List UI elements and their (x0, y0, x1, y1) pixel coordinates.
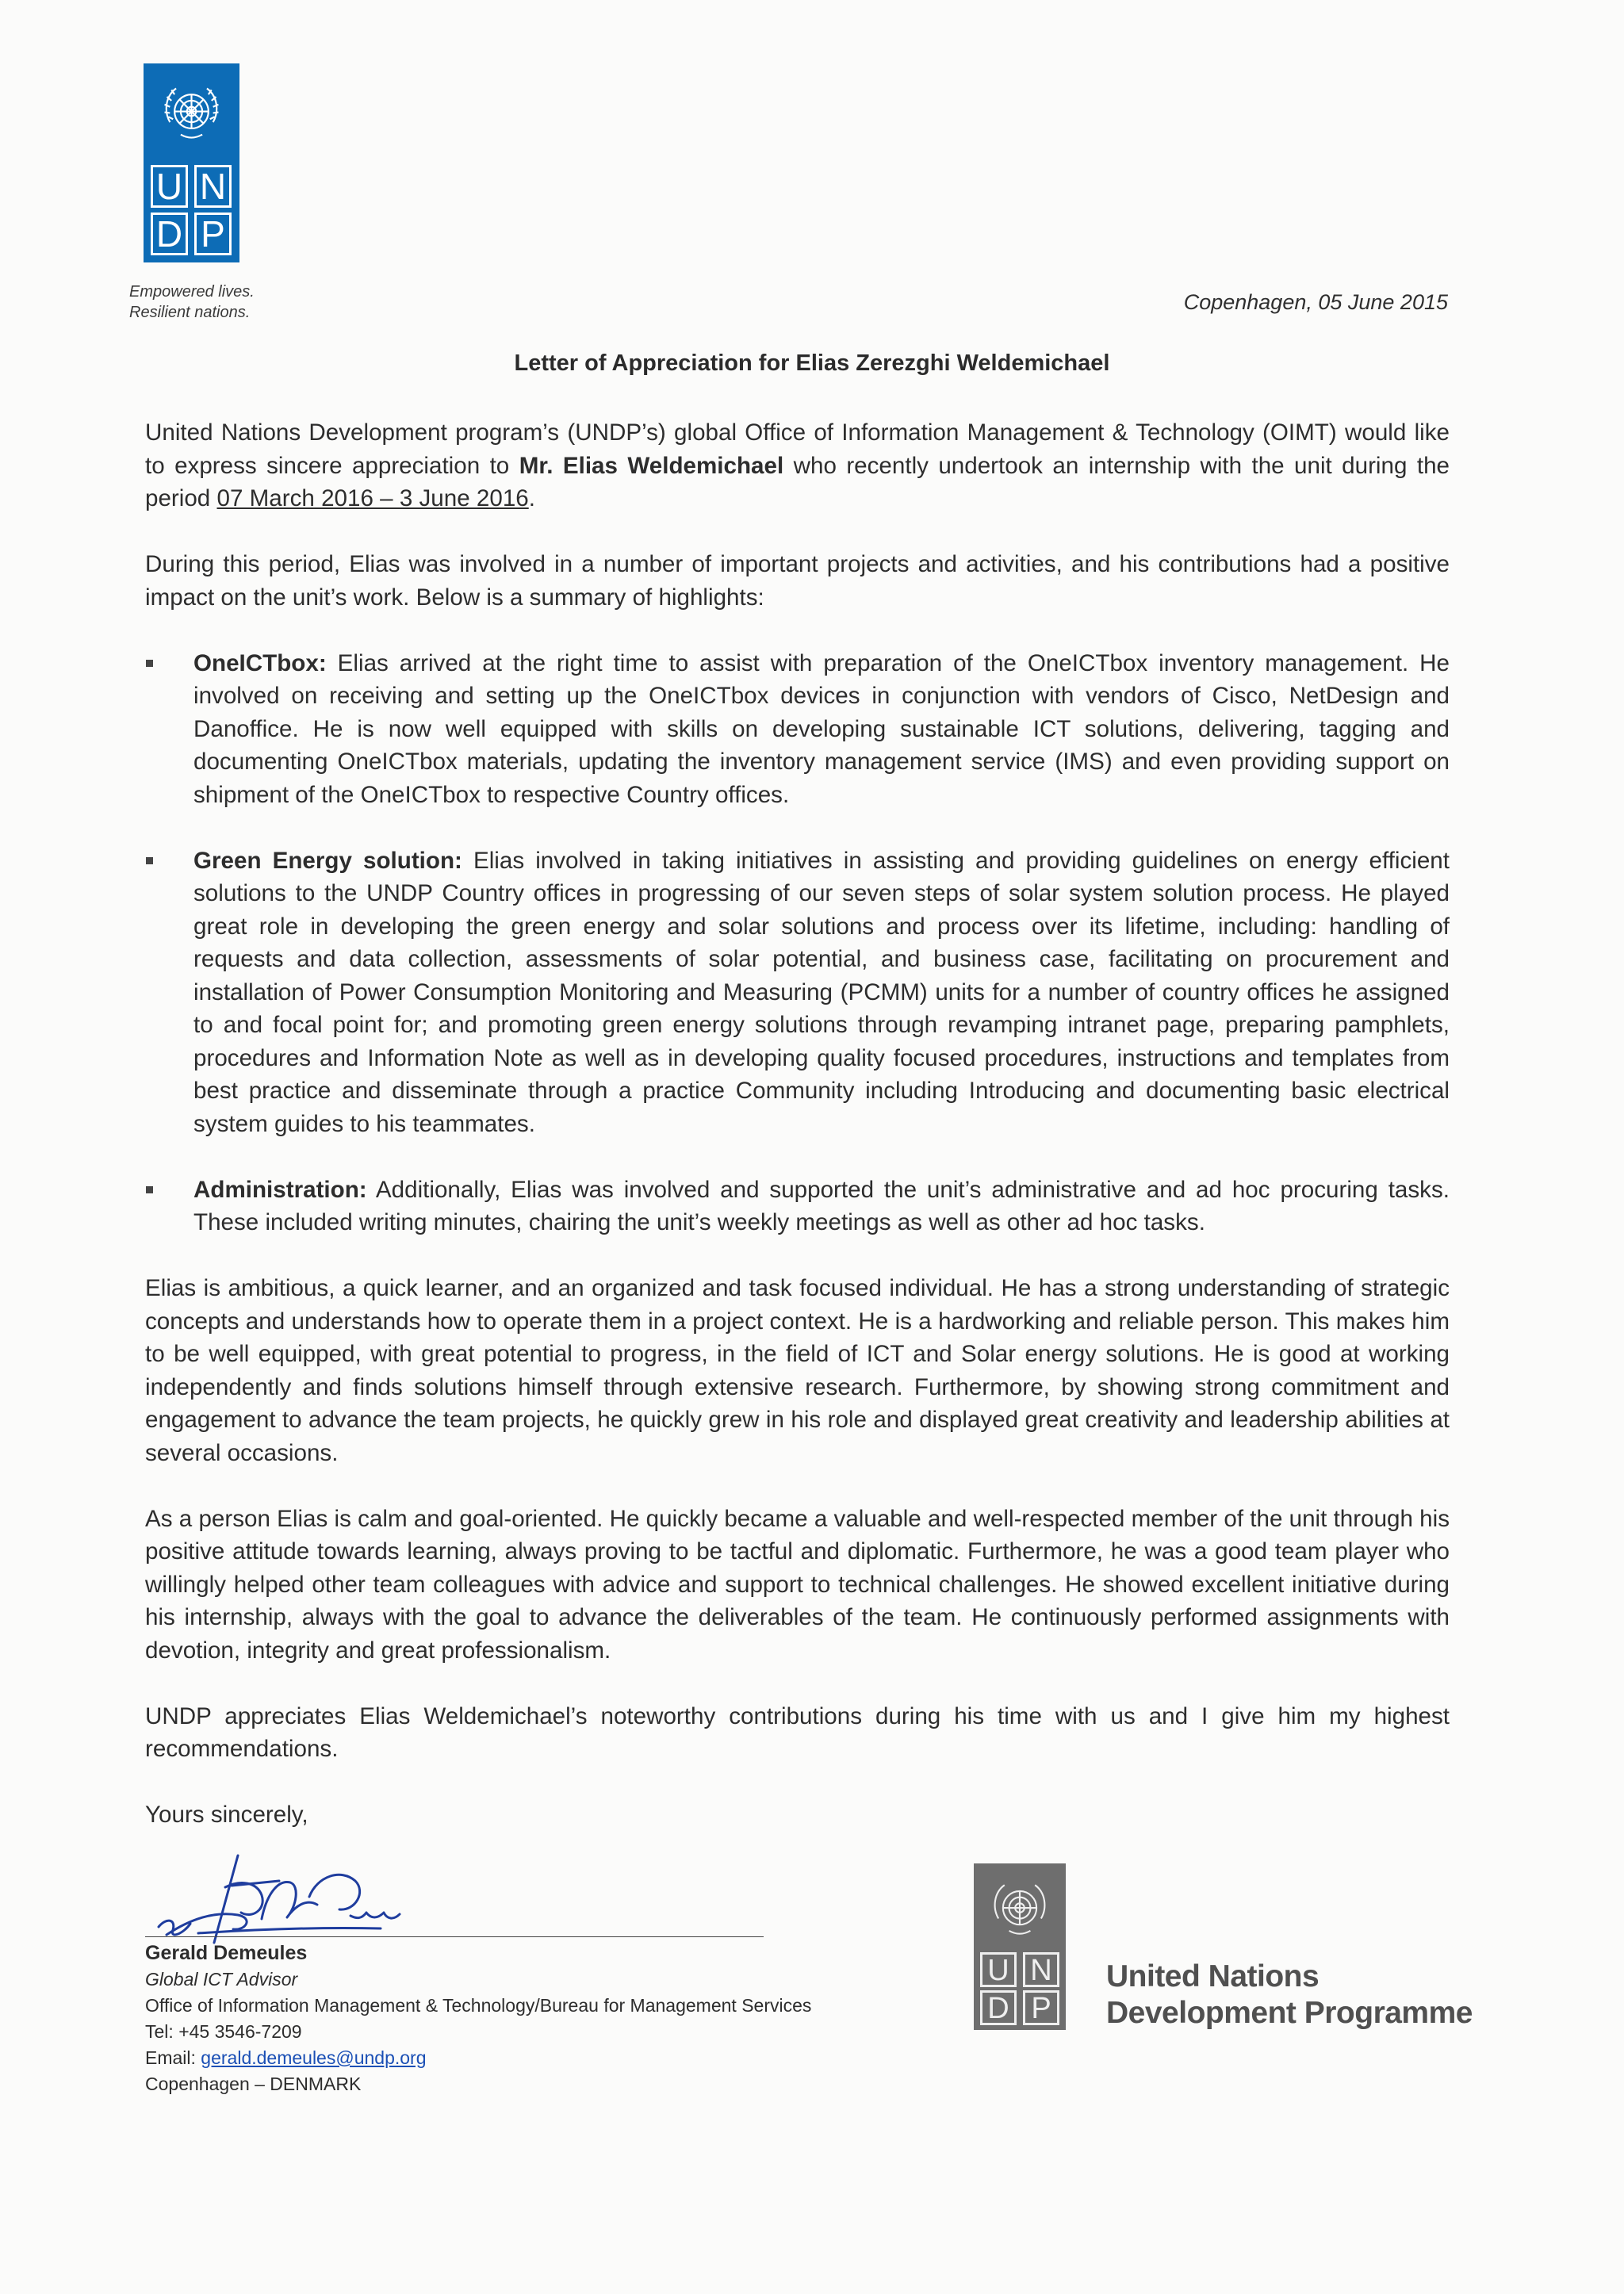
signature-block (145, 1940, 811, 2097)
un-emblem-icon (982, 1871, 1058, 1947)
assessment-paragraph: Elias is ambitious, a quick learner, and an organized and task focused individual. He has a strong understanding of strategic concepts and understands how to operate them in a project context. He is a hardworking and reliable person. This makes him to be well equipped, with great potential to progress, in the field of ICT and Solar energy solutions. He is good at working independently and finds solutions himself through extensive research. Furthermore, by showing strong commitment and engagement to advance the team projects, he quickly grew in his role and displayed great creativity and leadership abilities at several occasions. (145, 1275, 1450, 1466)
email-label: Email: (145, 2047, 196, 2068)
highlight-item (145, 844, 1450, 1141)
internship-period: 07 March 2016 – 3 June 2016 (216, 485, 529, 511)
highlight-heading: Green Energy solution: (193, 847, 462, 874)
personality-paragraph: As a person Elias is calm and goal-oriented. He quickly became a valuable and well-respected member of the unit through his positive attitude towards learning, always proving to be tactful and diplomatic. Furthermore, he was a good team player who willingly helped other team colleagues with advice and support to technical challenges. He showed excellent initiative during his internship, always with the goal to advance the deliverables of the team. He continuously performed assignments with devotion, integrity and great professionalism. (145, 1505, 1450, 1664)
signatory-email (145, 2045, 811, 2071)
stamp-line-1: United Nations (1106, 1959, 1320, 1993)
logo-letter-d: D (151, 213, 188, 255)
signatory-name: Gerald Demeules (145, 1942, 308, 1964)
intro-text-end: . (528, 485, 535, 511)
phone-number: +45 3546-7209 (178, 2021, 302, 2042)
un-emblem-icon (153, 75, 230, 151)
logo-letter-u: U (151, 165, 188, 208)
logo-letter-n: N (194, 165, 232, 208)
tagline-line-1: Empowered lives. (129, 283, 255, 301)
summary-intro: During this period, Elias was involved in a number of important projects and activities, and his contributions had a positive impact on the unit’s work. Below is a summary of highlights: (145, 551, 1450, 611)
stamp-line-2: Development Programme (1106, 1996, 1473, 2030)
stamp-letter-u: U (980, 1952, 1017, 1987)
signatory-office: Office of Information Management & Technology/Bureau for Management Services (145, 1995, 812, 2016)
undp-logo (144, 63, 239, 262)
undp-stamp-logo (974, 1863, 1066, 2030)
stamp-letter-n: N (1023, 1952, 1059, 1987)
tagline-line-2: Resilient nations. (129, 304, 251, 321)
highlight-item (145, 1174, 1450, 1239)
highlights-list (145, 647, 1450, 1239)
email-link[interactable]: gerald.demeules@undp.org (201, 2047, 427, 2068)
highlight-text: Additionally, Elias was involved and supported the unit’s administrative and ad hoc procuring tasks. These included writing minutes, chairing the unit’s weekly meetings as well as other ad hoc tasks. (193, 1176, 1450, 1235)
stamp-letter-d: D (980, 1990, 1017, 2025)
logo-tagline (129, 281, 255, 323)
logo-letter-p: P (194, 213, 232, 255)
signatory-role: Global ICT Advisor (145, 1969, 298, 1990)
signatory-phone (145, 2019, 811, 2045)
intern-name: Mr. Elias Weldemichael (519, 452, 784, 479)
intro-text-mid: who recently undertook an internship with the unit during the period (145, 452, 1450, 511)
signatory-location: Copenhagen – DENMARK (145, 2074, 362, 2094)
letter-body (145, 416, 1450, 1864)
highlight-heading: OneICTbox: (193, 649, 327, 676)
highlight-item (145, 647, 1450, 812)
letter-title: Letter of Appreciation for Elias Zerezghi Weldemichael (514, 350, 1110, 376)
highlight-text: Elias arrived at the right time to assist with preparation of the OneICTbox inventory management. He involved on receiving and setting up the OneICTbox devices in conjunction with vendors of Cisco, NetDesign and Danoffice. He is now well equipped with skills on developing sustainable ICT solutions, delivering, tagging and documenting OneICTbox materials, updating the inventory management service (IMS) and even providing support on shipment of the OneICTbox to respective Country offices. (193, 649, 1450, 808)
phone-label: Tel: (145, 2021, 174, 2042)
highlight-text: Elias involved in taking initiatives in assisting and providing guidelines on energy efficient solutions to the UNDP Country offices in progressing of our seven steps of solar system solution process. He played great role in developing the green energy and solar solutions and process over its lifetime, including: handling of requests and data collection, assessments of solar potential, and business case, facilitating on procurement and installation of Power Consumption Monitoring and Measuring (PCMM) units for a number of country offices he assigned to and focal point for; and promoting green energy solutions through revamping intranet page, preparing pamphlets, procedures and Information Note as well as in developing quality focused procedures, instructions and templates from best practice and disseminate through a practice Community including Introducing and documenting basic electrical system guides to his teammates. (193, 847, 1450, 1137)
letter-date: Copenhagen, 05 June 2015 (1183, 290, 1448, 314)
intro-paragraph (145, 416, 1450, 515)
closing-salutation: Yours sincerely, (145, 1802, 308, 1828)
stamp-organization-name (1106, 1959, 1473, 2032)
intro-text-pre: United Nations Development program’s (UNDP’s) global Office of Information Management & Technology (OIMT) would like to express sincere appreciation to (145, 419, 1450, 479)
recommendation-paragraph: UNDP appreciates Elias Weldemichael’s noteworthy contributions during his time with us and I give him my highest recommendations. (145, 1702, 1450, 1762)
stamp-letter-p: P (1023, 1990, 1059, 2025)
highlight-heading: Administration: (193, 1176, 367, 1203)
signature-line (145, 1936, 764, 1937)
